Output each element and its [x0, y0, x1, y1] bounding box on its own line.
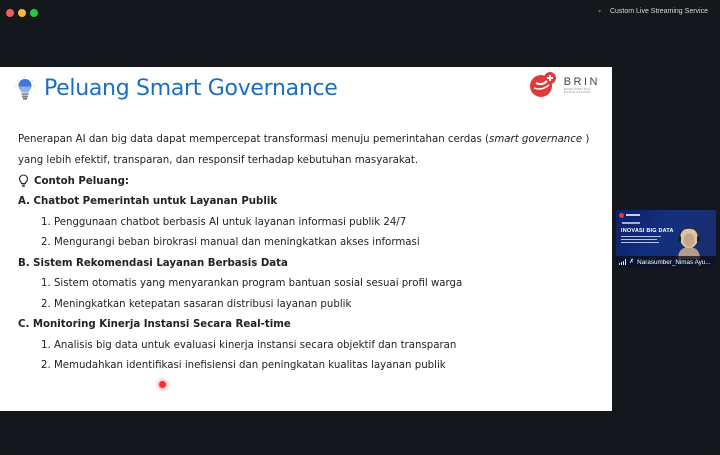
list-item: 1. Sistem otomatis yang menyarankan program bantuan sosial sesuai profil warga	[41, 278, 463, 289]
slide-header	[14, 75, 338, 101]
list-item: 1. Penggunaan chatbot berbasis AI untuk layanan informasi publik 24/7	[41, 216, 407, 228]
section-heading-b: B. Sistem Rekomendasi Layanan Berbasis Data	[18, 257, 288, 269]
contoh-label: Contoh Peluang:	[34, 176, 130, 187]
participant-video	[676, 225, 702, 259]
signal-strength-icon	[619, 259, 626, 265]
section-heading-c: C. Monitoring Kinerja Instansi Secara Real-time	[18, 319, 291, 330]
contoh-heading	[18, 171, 598, 192]
slide-title: Peluang Smart Governance	[44, 75, 338, 101]
stream-service-label: Custom Live Streaming Service	[609, 8, 708, 15]
brin-name: BRIN	[563, 76, 600, 88]
shared-slide	[0, 67, 612, 411]
lightbulb-outline-icon	[18, 174, 29, 190]
participant-name-bar	[616, 256, 716, 268]
section-heading-a: A. Chatbot Pemerintah untuk Layanan Publik	[18, 196, 278, 207]
brin-logo-mark	[528, 71, 560, 99]
zoom-window-button[interactable]	[30, 9, 38, 17]
list-item: 2. Mengurangi beban birokrasi manual dan meningkatkan akses informasi	[41, 237, 420, 248]
list-item: 2. Meningkatkan ketepatan sasaran distribusi layanan publik	[41, 298, 352, 310]
intro-paragraph	[18, 130, 598, 171]
intro-italic: smart governance	[489, 134, 583, 145]
lightbulb-icon	[14, 75, 36, 101]
mic-muted-icon: ✗	[629, 259, 635, 265]
brin-logo	[528, 71, 600, 99]
participant-video-tile[interactable]	[616, 210, 716, 268]
participant-name: Narasumber_Nimas Ayu...	[637, 258, 711, 266]
virtual-background-heading: INOVASI BIG DATA	[621, 228, 674, 234]
laser-pointer	[159, 381, 166, 388]
close-window-button[interactable]	[6, 9, 14, 17]
event-logo-icon	[619, 213, 624, 218]
list-item: 1. Analisis big data untuk evaluasi kinerja instansi secara objektif dan transparan	[41, 339, 457, 351]
slide-content	[18, 130, 598, 377]
minimize-window-button[interactable]	[18, 9, 26, 17]
streaming-icon: ▾	[597, 8, 601, 15]
intro-text-1: Penerapan AI dan big data dapat mempercepat transformasi menuju pemerintahan cerdas (	[18, 134, 490, 145]
stream-status	[598, 8, 708, 15]
title-bar	[0, 0, 720, 26]
brin-subtitle: BADAN RISET DAN INOVASI NASIONAL	[563, 88, 592, 94]
list-item: 2. Memudahkan identifikasi inefisiensi dan peningkatan kualitas layanan publik	[41, 360, 446, 371]
intro-text-2: ) yang lebih efektif, transparan, dan responsif terhadap kebutuhan masyarakat.	[18, 134, 590, 166]
